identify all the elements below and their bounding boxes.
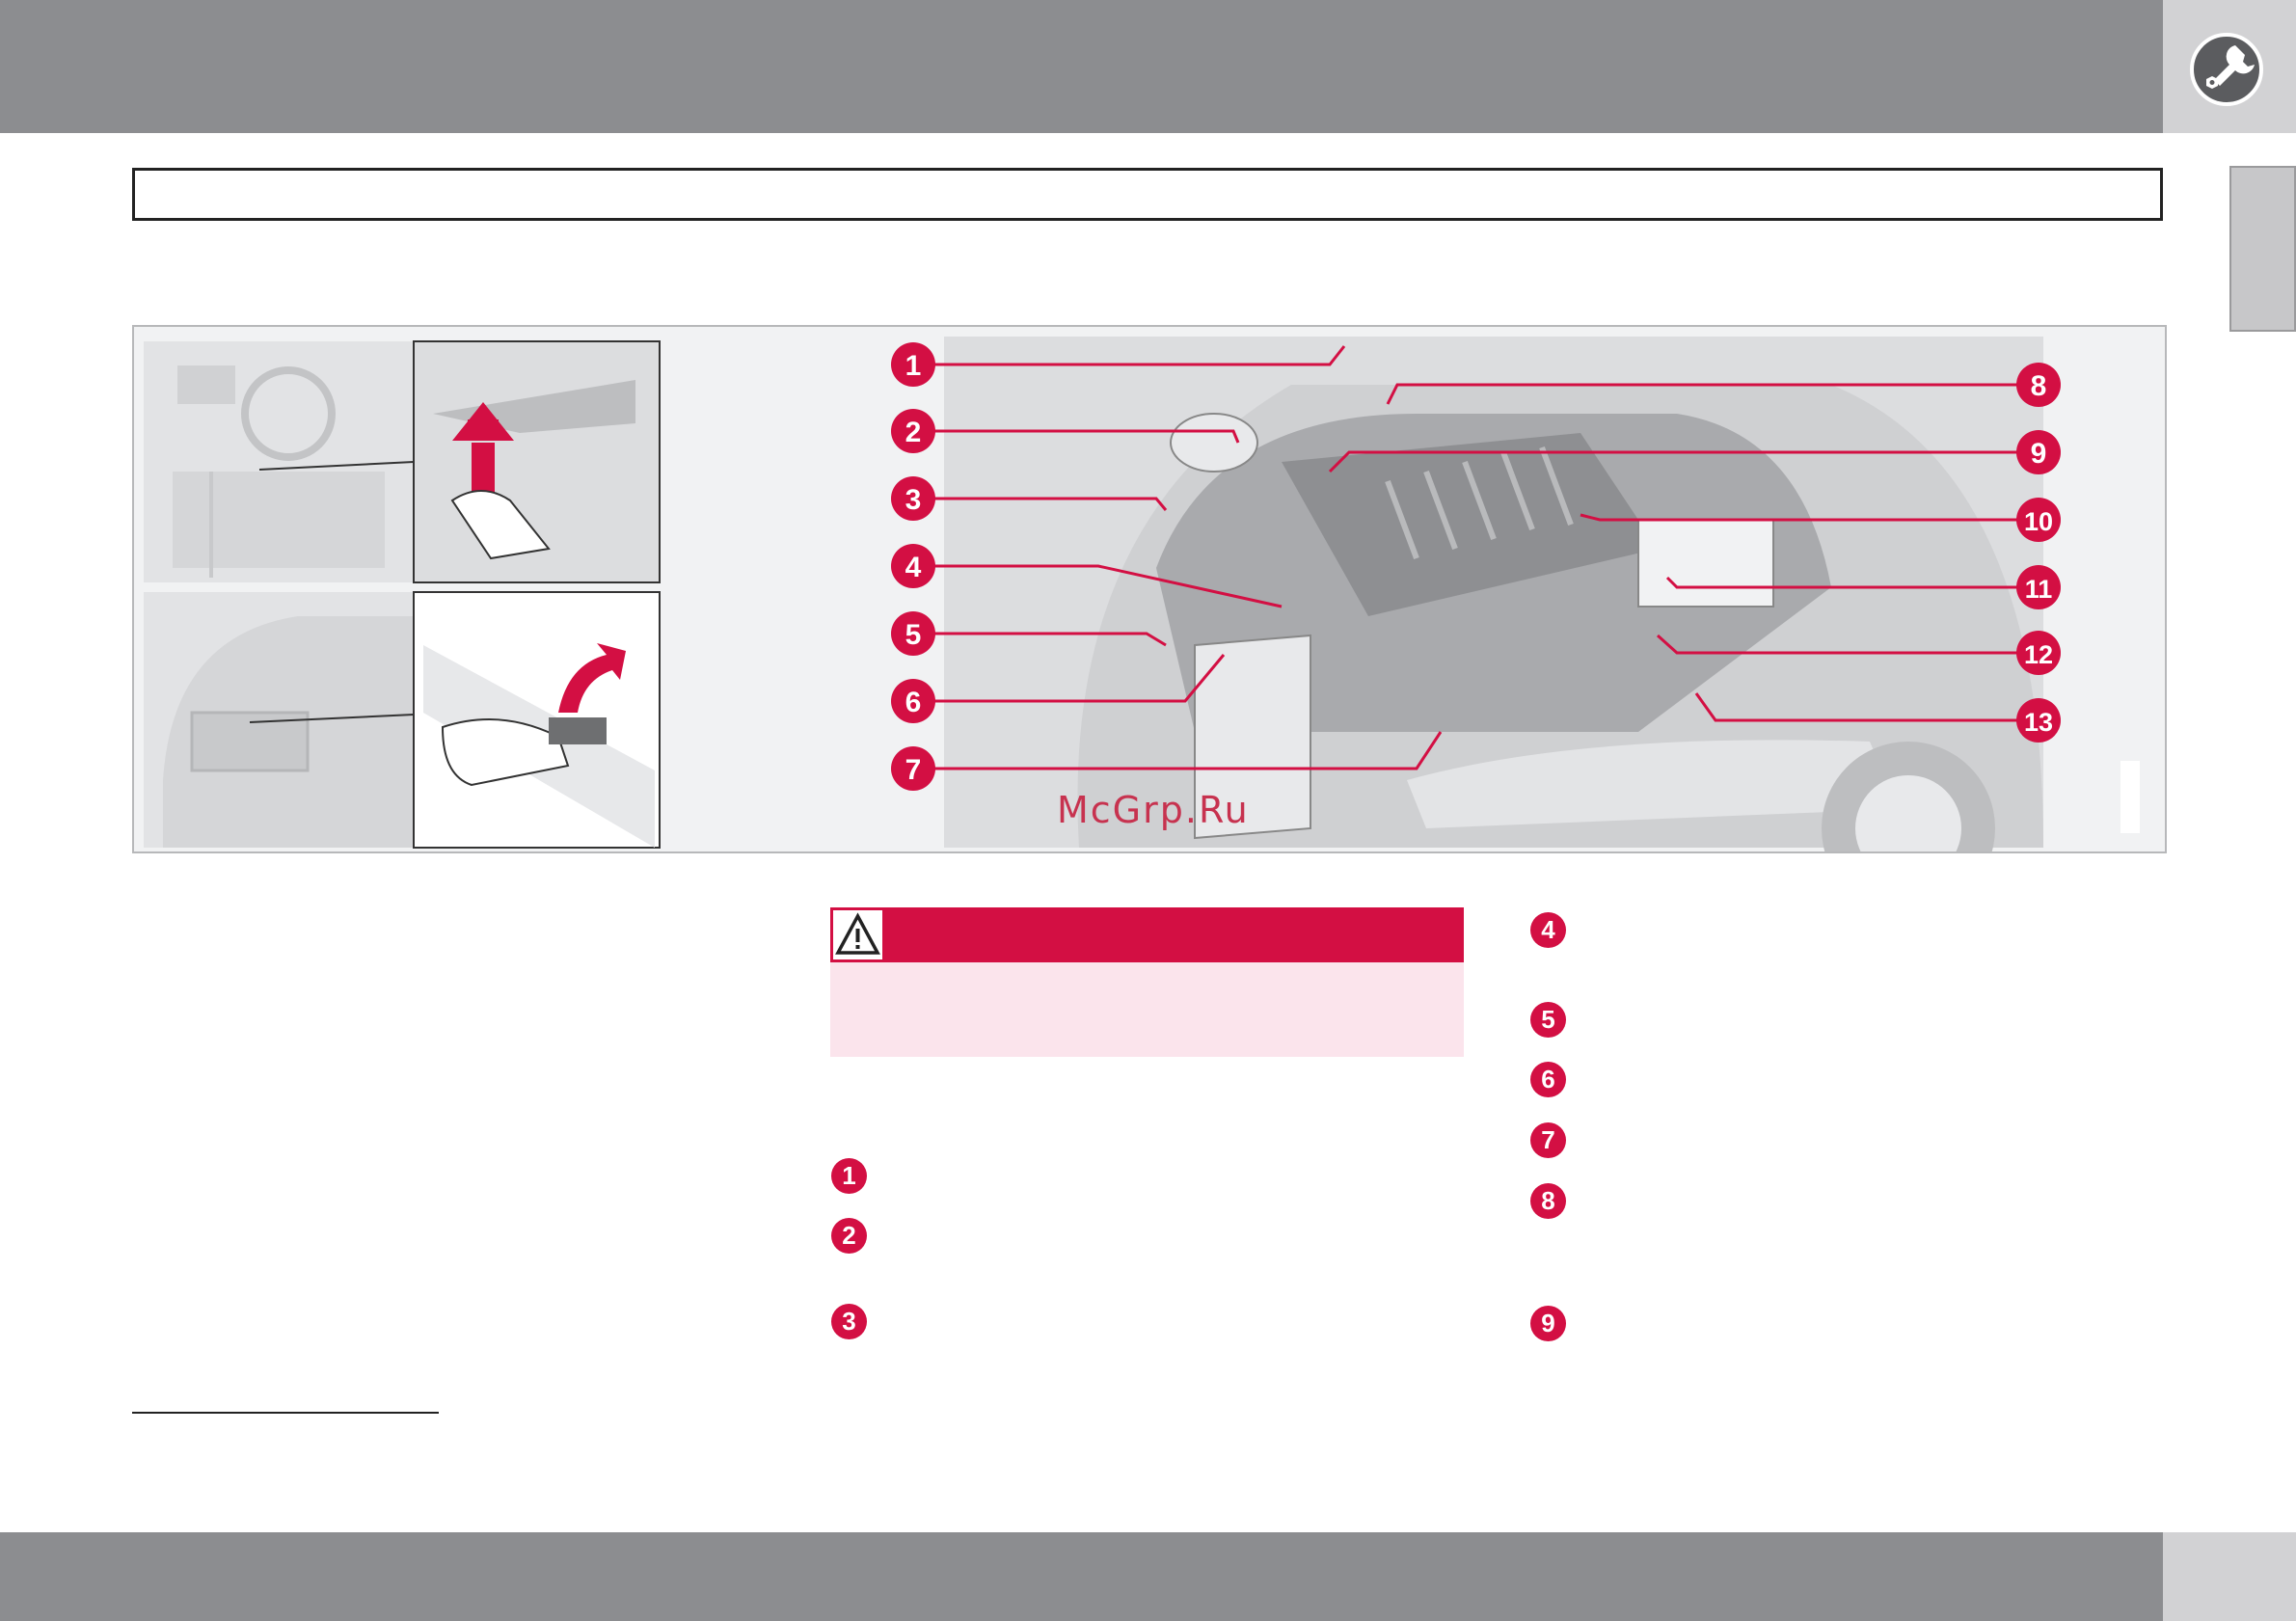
callout-8 — [2016, 363, 2061, 407]
callout-4 — [891, 544, 935, 588]
svg-text:2: 2 — [905, 417, 922, 448]
list-marker-3: 3 — [831, 1304, 867, 1339]
svg-text:13: 13 — [2023, 708, 2054, 737]
svg-text:5: 5 — [905, 619, 922, 651]
svg-text:8: 8 — [2030, 370, 2047, 402]
callout-1 — [891, 342, 935, 387]
callout-11 — [2016, 565, 2061, 609]
svg-text:11: 11 — [2024, 575, 2053, 604]
section-title-box — [132, 168, 2163, 221]
engine-compartment-figure — [132, 325, 2167, 853]
list-marker-1: 1 — [831, 1158, 867, 1194]
list-marker-5: 5 — [1530, 1002, 1566, 1038]
interior-illustration — [144, 341, 423, 582]
footnote-divider — [132, 1412, 439, 1414]
list-marker-8: 8 — [1530, 1183, 1566, 1219]
svg-text:3: 3 — [905, 484, 922, 516]
svg-text:4: 4 — [905, 552, 922, 583]
list-marker-2: 2 — [831, 1218, 867, 1254]
list-marker-6: 6 — [1530, 1062, 1566, 1097]
callout-9 — [2016, 430, 2061, 474]
callout-6 — [891, 679, 935, 723]
callout-13 — [2016, 698, 2061, 743]
svg-text:9: 9 — [2030, 438, 2047, 470]
svg-text:1: 1 — [905, 350, 922, 382]
warning-body — [830, 962, 1464, 1057]
list-marker-4: 4 — [1530, 912, 1566, 948]
footer-corner — [2163, 1532, 2296, 1621]
chapter-tab[interactable] — [2229, 166, 2296, 332]
svg-text:7: 7 — [905, 754, 922, 786]
callout-7 — [891, 746, 935, 791]
callout-12 — [2016, 631, 2061, 675]
warning-triangle-icon — [833, 910, 882, 959]
header-bar — [0, 0, 2163, 133]
svg-text:10: 10 — [2023, 507, 2054, 536]
list-marker-7: 7 — [1530, 1122, 1566, 1158]
warning-icon-box — [830, 907, 885, 962]
watermark: McGrp.Ru — [1057, 789, 1250, 831]
warning-header — [830, 907, 1464, 962]
wrench-nut-icon — [2189, 32, 2264, 107]
svg-text:6: 6 — [905, 687, 922, 718]
list-marker-9: 9 — [1530, 1306, 1566, 1341]
svg-text:12: 12 — [2023, 640, 2054, 669]
callout-2 — [891, 409, 935, 453]
callout-5 — [891, 611, 935, 656]
callout-10 — [2016, 498, 2061, 542]
footer-bar — [0, 1532, 2163, 1621]
engine-illustration — [944, 337, 2140, 853]
callout-3 — [891, 476, 935, 521]
